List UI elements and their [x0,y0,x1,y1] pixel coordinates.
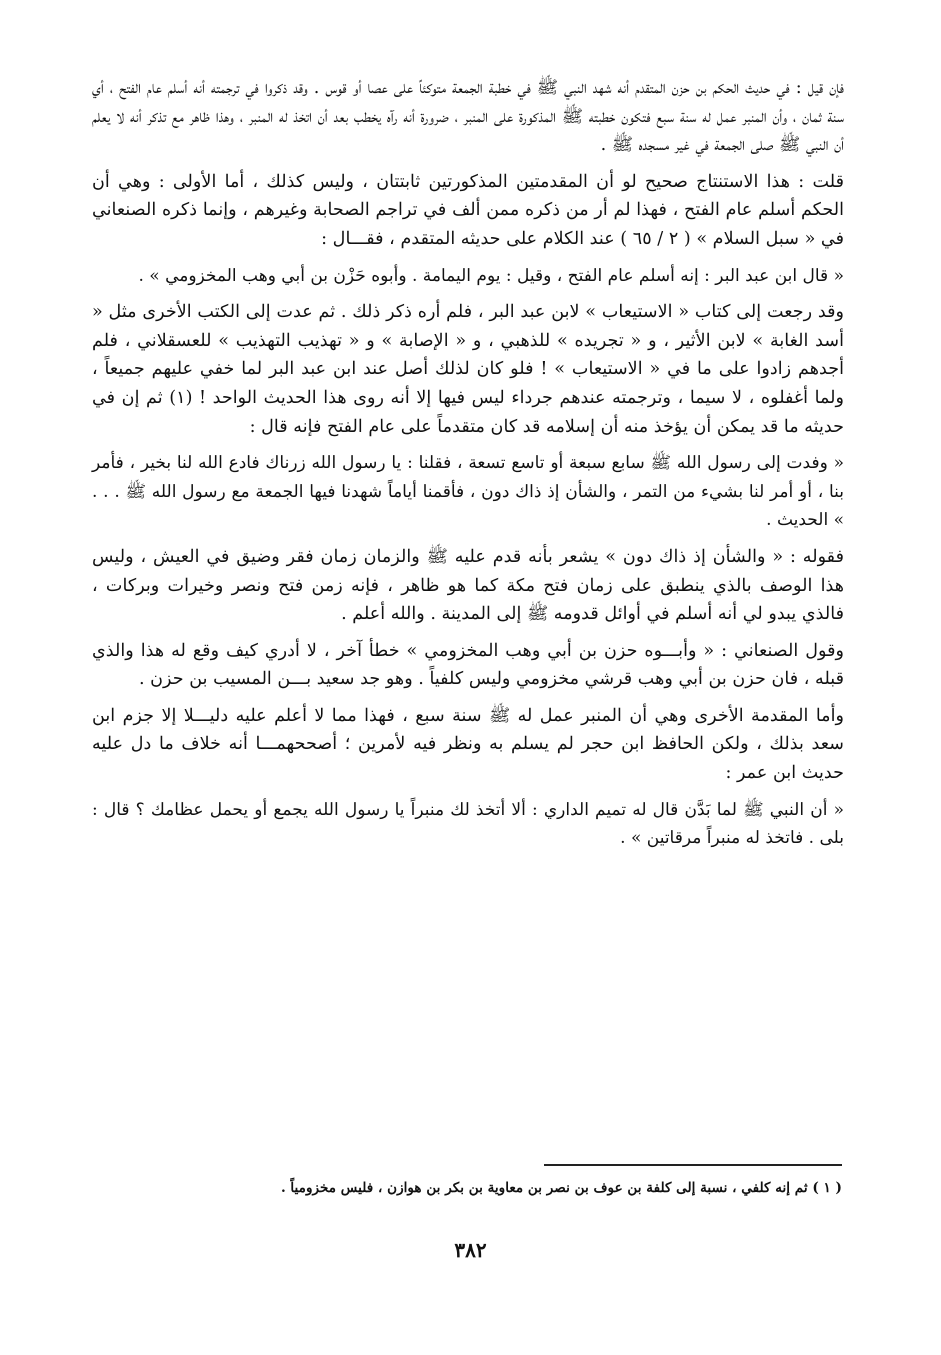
page-number: ٣٨٢ [454,1238,487,1262]
footnote-divider [544,1164,842,1166]
paragraph-second-premise: وأما المقدمة الأخرى وهي أن المنبر عمل له ﷺ سنة سبع ، فهذا مما لا أعلم عليه دليـــلا إلا جزم ابن سعد بذلك ، ولكن الحافظ ابن حجر لم يسلم به ونظر فيه لأمرين ؛ أصححهمـــا أنه خلاف ما دل عليه حديث ابن عمر : [92,705,844,784]
paragraph-question: فإن قيل : في حديث الحكم بن حزن المتقدم أنه شهد النبي ﷺ في خطبة الجمعة متوكئاً على عصا أو قوس . وقد ذكروا في ترجمته أنه أسلم عام الفتح ، أي سنة ثمان ، وأن المنبر عمل له سنة سبع فتكون خطبته ﷺ المذكورة على المنبر ، ضرورة أنه رآه يخطب بعد أن اتخذ له المنبر ، وهذا ظاهر مع تذكر أنه لا يعلم أن النبي ﷺ صلى الجمعة في غير مسجده ﷺ . [92,78,844,156]
paragraph-quote-ibn-abd-al-barr: « قال ابن عبد البر : إنه أسلم عام الفتح ، وقيل : يوم اليمامة . وأبوه حَزْن بن أبي وهب المخزومي » . [138,265,844,286]
paragraph-reply: قلت : هذا الاستنتاج صحيح لو أن المقدمتين المذكورتين ثابتتان ، وليس كذلك ، أما الأولى : وهي أن الحكم أسلم عام الفتح ، فهذا لم أر من ذكره ممن ألف في تراجم الصحابة وغيرهم ، وإنما ذكره الصنعاني في « سبل السلام » ( ٢ / ٦٥ ) عند الكلام على حديثه المتقدم ، فقـــال : [92,171,844,249]
paragraph-hadith-quote: « وفدت إلى رسول الله ﷺ سابع سبعة أو تاسع تسعة ، فقلنا : يا رسول الله زرناك فادع الله لنا بخير ، فأمر بنا ، أو أمر لنا بشيء من التمر ، والشأن إذ ذاك دون ، فأقمنا أياماً شهدنا فيها الجمعة مع رسول الله ﷺ . . . » الحديث . [92,453,844,531]
paragraph-sanani-error: وقول الصنعاني : « وأبـــوه حزن بن أبي وهب المخزومي » خطأ آخر ، لا أدري كيف وقع له هذا والذي قبله ، فان حزن بن أبي وهب قرشي مخزومي وليس كلفياً . وهو جد سعيد بـــن المسيب بن حزن . [92,640,844,690]
paragraph-sources-check: وقد رجعت إلى كتاب « الاستيعاب » لابن عبد البر ، فلم أره ذكر ذلك . ثم عدت إلى الكتب الأخرى مثل « أسد الغابة » لابن الأثير ، و « تجريده » للذهبي ، و « الإصابة » و « تهذيب التهذيب » للعسقلاني ، فلم أجدهم زادوا على ما في « الاستيعاب » ! فلو كان لذلك أصل عند ابن عبد البر لما خفي عليهم جميعاً ، ولما أغفلوه ، لا سيما ، وترجمته عندهم جرداء ليس فيها إلا أنه روى هذا الحديث الواحد ! (١) ثم إن في حديثه ما قد يمكن أن يؤخذ منه أن إسلامه قد كان متقدماً على عام الفتح فإنه قال : [92,302,845,437]
paragraph-ibn-umar-hadith: « أن النبي ﷺ لما بَدَّن قال له تميم الداري : ألا أتخذ لك منبراً يا رسول الله يجمع أو يحمل عظامك ؟ قال : بلى . فاتخذ له منبراً مرقاتين » . [92,799,844,849]
footnote: ( ١ ) ثم إنه كلفي ، نسبة إلى كلفة بن عوف بن نصر بن معاوية بن بكر بن هوازن ، فليس مخزومياً . [280,1180,842,1196]
page-body [92,74,844,861]
paragraph-explanation: فقوله : « والشأن إذ ذاك دون » يشعر بأنه قدم عليه ﷺ والزمان زمان فقر وضيق في العيش ، وليس هذا الوصف بالذي ينطبق على زمان فتح مكة كما هو ظاهر ، فإنه زمن فتح ونصر وخيرات وبركات ، فالذي يبدو لي أنه أسلم في أوائل قدومه ﷺ إلى المدينة . والله أعلم . [92,546,844,625]
